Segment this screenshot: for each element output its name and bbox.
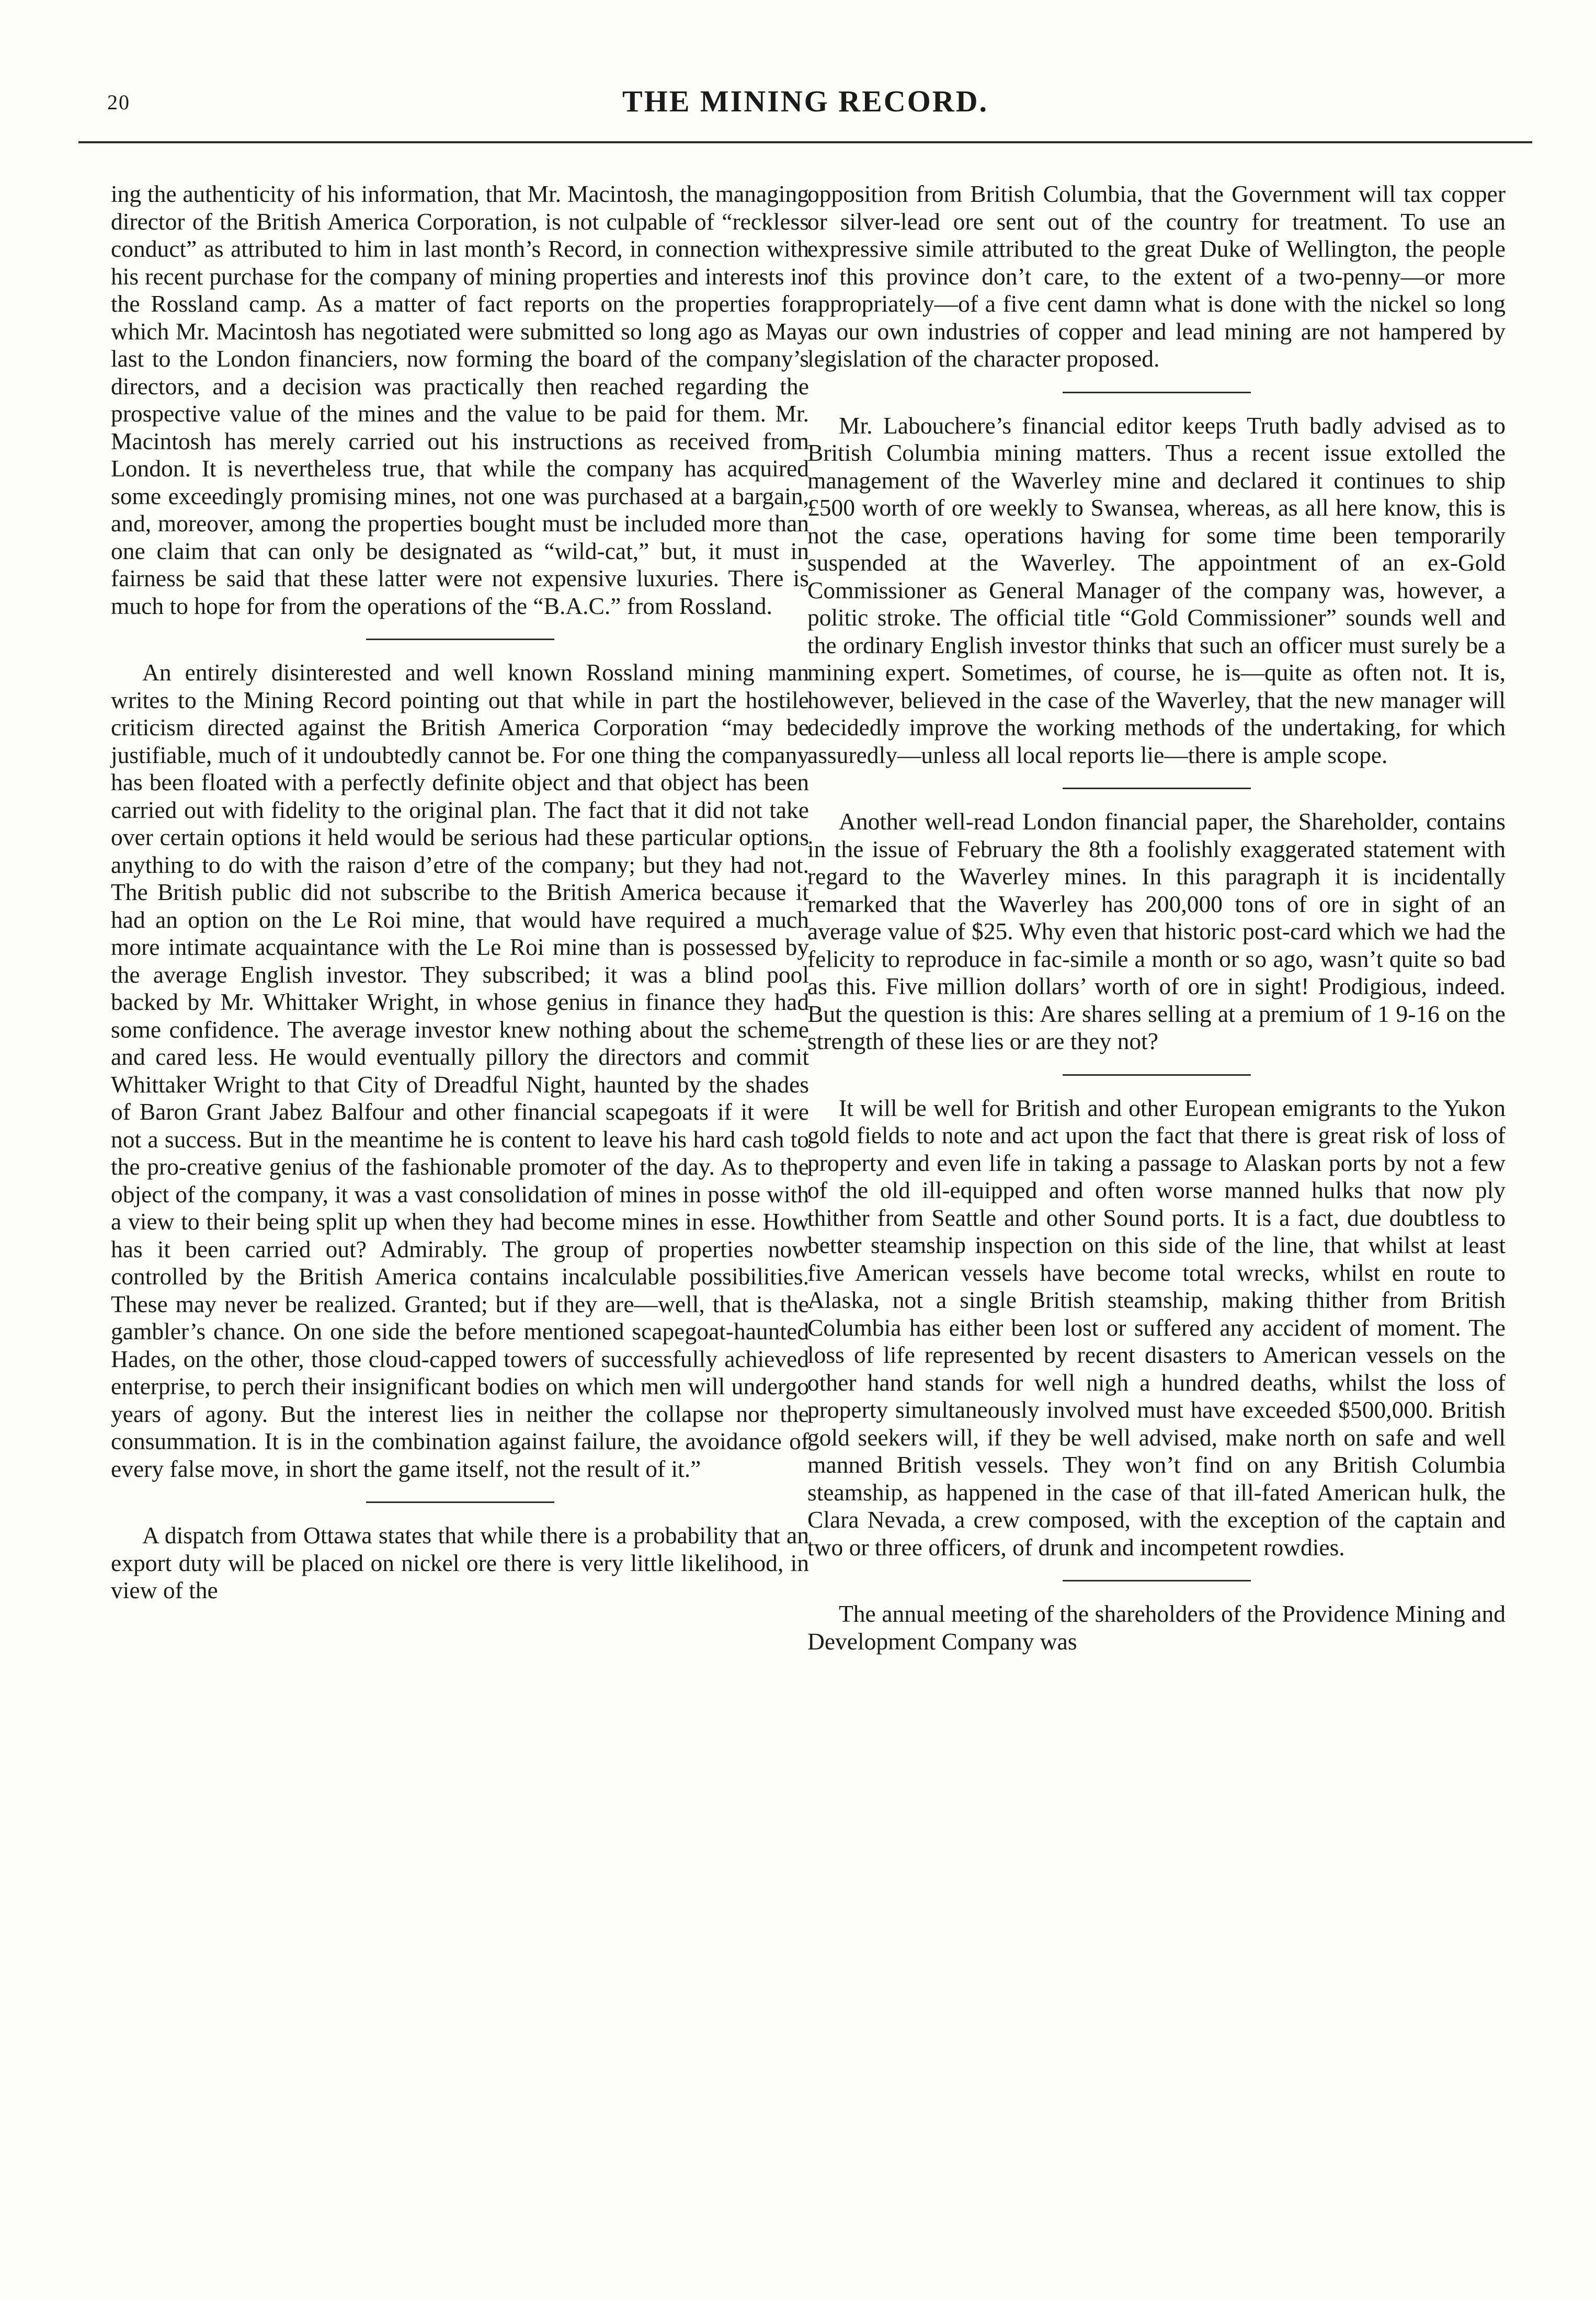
section-divider — [1063, 1074, 1251, 1076]
article-paragraph: opposition from British Columbia, that the Government will tax copper or silver-lead ore sent out of the country for treatment. To use an expressive simile attributed to the great Duke of Wellington, the people of this province don’t care, to the extent of a two-penny—or more appropriately—of a five cent damn what is done with the nickel so long as our own industries of copper and lead mining are not hampered by legislation of the character proposed. — [807, 180, 1506, 372]
article-paragraph: An entirely disinterested and well known Rossland mining man writes to the Mining Record pointing out that while in part the hostile criticism directed against the British America Corporation “may be justifiable, much of it undoubtedly cannot be. For one thing the company has been floated with a perfectly definite object and that object has been carried out with fidelity to the original plan. The fact that it did not take over certain options it held would be serious had these particular options anything to do with the raison d’etre of the company; but they had not. The British public did not subscribe to the British America because it had an option on the Le Roi mine, that would have required a much more intimate acquaintance with the Le Roi mine than is possessed by the average English investor. They subscribed; it was a blind pool backed by Mr. Whittaker Wright, in whose genius in finance they had some confidence. The average investor knew nothing about the scheme and cared less. He would eventually pillory the directors and commit Whittaker Wright to that City of Dreadful Night, haunted by the shades of Baron Grant Jabez Balfour and other financial scapegoats if it were not a success. But in the meantime he is content to leave his hard cash to the pro-creative genius of the fashionable promoter of the day. As to the object of the company, it was a vast consolidation of mines in posse with a view to their being split up when they had become mines in esse. How has it been carried out? Admirably. The group of properties now controlled by the British America contains incalculable possibilities. These may never be realized. Granted; but if they are—well, that is the gambler’s chance. On one side the before mentioned scapegoat-haunted Hades, on the other, those cloud-capped towers of successfully achieved enterprise, to perch their insignificant bodies on which men will undergo years of agony. But the interest lies in neither the collapse nor the consummation. It is in the combination against failure, the avoidance of every false move, in short the game itself, not the result of it.” — [111, 659, 809, 1482]
section-divider — [366, 1501, 554, 1503]
section-divider — [1063, 788, 1251, 789]
header-rule — [78, 141, 1532, 143]
article-paragraph: A dispatch from Ottawa states that while there is a probability that an export duty will be placed on nickel ore there is very little likelihood, in view of the — [111, 1522, 809, 1603]
article-paragraph: ing the authenticity of his information, that Mr. Macintosh, the managing director of the British America Corporation, is not culpable of “reckless conduct” as attributed to him in last month’s Record, in connection with his recent purchase for the company of mining properties and interests in the Rossland camp. As a matter of fact reports on the properties for which Mr. Macintosh has negotiated were submitted so long ago as May last to the London financiers, now forming the board of the company’s directors, and a decision was practically then reached regarding the prospective value of the mines and the value to be paid for them. Mr. Macintosh has merely carried out his instructions as received from London. It is nevertheless true, that while the company has acquired some exceedingly promising mines, not one was purchased at a bargain, and, moreover, among the properties bought must be included more than one claim that can only be designated as “wild-cat,” but, it must in fairness be said that these latter were not expensive luxuries. There is much to hope for from the operations of the “B.A.C.” from Rossland. — [111, 180, 809, 619]
left-column — [111, 180, 809, 1604]
section-divider — [1063, 392, 1251, 393]
article-paragraph: Another well-read London financial paper, the Shareholder, contains in the issue of February the 8th a foolishly exaggerated statement with regard to the Waverley mines. In this paragraph it is incidentally remarked that the Waverley has 200,000 tons of ore in sight of an average value of $25. Why even that historic post-card which we had the felicity to reproduce in fac-simile a month or so ago, wasn’t quite so bad as this. Five million dollars’ worth of ore in sight! Prodigious, indeed. But the question is this: Are shares selling at a premium of 1 9-16 on the strength of these lies or are they not? — [807, 808, 1506, 1054]
page-number: 20 — [107, 90, 130, 114]
article-paragraph: The annual meeting of the shareholders of the Providence Mining and Development Company was — [807, 1600, 1506, 1655]
article-paragraph: It will be well for British and other European emigrants to the Yukon gold fields to note and act upon the fact that there is great risk of loss of property and even life in taking a passage to Alaskan ports by not a few of the old ill-equipped and often worse manned hulks that now ply thither from Seattle and other Sound ports. It is a fact, due doubtless to better steamship inspection on this side of the line, that whilst at least five American vessels have become total wrecks, whilst en route to Alaska, not a single British steamship, making thither from British Columbia has either been lost or suffered any accident of moment. The loss of life represented by recent disasters to American vessels on the other hand stands for well nigh a hundred deaths, whilst the loss of property simultaneously involved must have exceeded $500,000. British gold seekers will, if they be well advised, make north on safe and well manned British vessels. They won’t find on any British Columbia steamship, as happened in the case of that ill-fated American hulk, the Clara Nevada, a crew composed, with the exception of the captain and two or three officers, of drunk and incompetent rowdies. — [807, 1094, 1506, 1561]
page-header — [78, 78, 1532, 126]
right-column — [807, 180, 1506, 1655]
section-divider — [1063, 1580, 1251, 1581]
section-divider — [366, 639, 554, 640]
journal-title: THE MINING RECORD. — [622, 84, 989, 118]
article-paragraph: Mr. Labouchere’s financial editor keeps Truth badly advised as to British Columbia mining matters. Thus a recent issue extolled the management of the Waverley mine and declared it continues to ship £500 worth of ore weekly to Swansea, whereas, as all here know, this is not the case, operations having for some time been temporarily suspended at the Waverley. The appointment of an ex-Gold Commissioner as General Manager of the company was, however, a politic stroke. The official title “Gold Commissioner” sounds well and the ordinary English investor thinks that such an officer must surely be a mining expert. Sometimes, of course, he is—quite as often not. It is, however, believed in the case of the Waverley, that the new manager will decidedly improve the working methods of the undertaking, for which assuredly—unless all local reports lie—there is ample scope. — [807, 412, 1506, 768]
